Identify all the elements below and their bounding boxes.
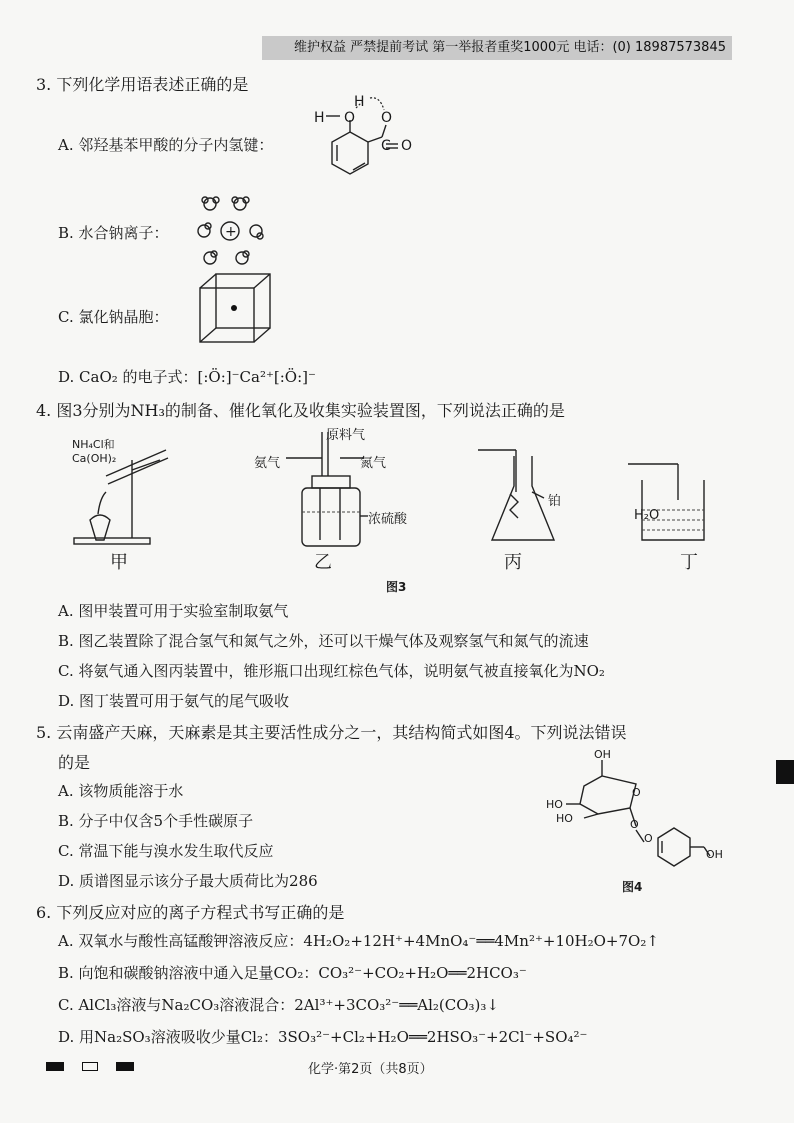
side-tab-marker: [776, 760, 794, 784]
salicylic-h-left: H: [314, 110, 325, 126]
gastrodin-oh-right: OH: [706, 848, 723, 861]
sodium-ion-charge: +: [225, 224, 237, 240]
apparatus-yi-diagram: [256, 428, 386, 552]
salicylic-o-double: O: [401, 138, 413, 154]
water-label: H₂O: [634, 508, 660, 523]
footer-page-number: 化学·第2页（共8页）: [308, 1062, 433, 1077]
q5-option-b: B. 分子中仅含5个手性碳原子: [58, 812, 254, 830]
salicylic-o-left: O: [344, 110, 356, 126]
platinum-label: 铂: [548, 494, 562, 509]
footer-mark-filled-2: [116, 1062, 134, 1071]
salicylic-c: C: [381, 138, 391, 154]
q3-option-a: A. 邻羟基苯甲酸的分子内氢键：: [58, 136, 274, 154]
nitrogen-label: 氮气: [360, 456, 387, 471]
gastrodin-bridge-o: O: [630, 818, 639, 831]
gastrodin-structure: [540, 746, 730, 876]
q4-option-c: C. 将氨气通入图丙装置中，锥形瓶口出现红棕色气体，说明氨气被直接氧化为NO₂: [58, 662, 605, 680]
raw-gas-label: 原料气: [326, 428, 366, 443]
gastrodin-ho-1: HO: [546, 798, 563, 811]
figure-3-caption: 图3: [386, 580, 407, 594]
apparatus-label-jia: 甲: [110, 552, 128, 573]
q5-option-d: D. 质谱图显示该分子最大质荷比为286: [58, 872, 318, 890]
salicylic-o-right: O: [381, 110, 393, 126]
hydrogen-label: 氨气: [254, 456, 281, 471]
apparatus-label-bing: 丙: [504, 552, 522, 573]
footer-mark-filled-1: [46, 1062, 64, 1071]
reagent-label-2: Ca(OH)₂: [72, 452, 117, 465]
question-3-stem: 3. 下列化学用语表述正确的是: [36, 75, 249, 94]
question-5-stem-line2: 的是: [58, 753, 91, 772]
header-banner: 维护权益 严禁提前考试 第一举报者重奖1000元 电话：(0) 18987573845: [262, 36, 732, 60]
apparatus-ding-diagram: [620, 430, 720, 546]
q3-option-d: D. CaO₂ 的电子式：[:Ö:]⁻Ca²⁺[:Ö:]⁻: [58, 368, 316, 386]
q3-option-b: B. 水合钠离子：: [58, 224, 169, 242]
nacl-unit-cell-diagram: [194, 270, 278, 348]
salicylic-h-top: H: [354, 94, 365, 110]
gastrodin-link-o: O: [644, 832, 653, 845]
gastrodin-ho-2: HO: [556, 812, 573, 825]
q3-option-c: C. 氯化钠晶胞：: [58, 308, 169, 326]
q6-option-c: C. AlCl₃溶液与Na₂CO₃溶液混合：2Al³⁺+3CO₃²⁻══Al₂(CO₃)₃↓: [58, 996, 499, 1014]
gastrodin-ring-o: O: [632, 786, 641, 799]
gastrodin-oh-top: OH: [594, 748, 611, 761]
reagent-label-1: NH₄Cl和: [72, 438, 115, 451]
q6-option-b: B. 向饱和碳酸钠溶液中通入足量CO₂：CO₃²⁻+CO₂+H₂O══2HCO₃⁻: [58, 964, 527, 982]
figure-4-caption: 图4: [622, 880, 643, 894]
sulfuric-acid-label: 浓硫酸: [368, 512, 408, 527]
q5-option-c: C. 常温下能与溴水发生取代反应: [58, 842, 274, 860]
q4-option-b: B. 图乙装置除了混合氢气和氮气之外，还可以干燥气体及观察氢气和氮气的流速: [58, 632, 589, 650]
q6-option-a: A. 双氧水与酸性高锰酸钾溶液反应：4H₂O₂+12H⁺+4MnO₄⁻══4Mn²⁺+10H₂O+7O₂↑: [58, 932, 659, 950]
apparatus-label-ding: 丁: [680, 552, 698, 573]
footer-mark-outline: [82, 1062, 98, 1071]
q4-option-a: A. 图甲装置可用于实验室制取氨气: [58, 602, 289, 620]
q5-option-a: A. 该物质能溶于水: [58, 782, 184, 800]
question-6-stem: 6. 下列反应对应的离子方程式书写正确的是: [36, 903, 345, 922]
question-4-stem: 4. 图3分别为NH₃的制备、催化氧化及收集实验装置图，下列说法正确的是: [36, 401, 565, 420]
q6-option-d: D. 用Na₂SO₃溶液吸收少量Cl₂：3SO₃²⁻+Cl₂+H₂O══2HSO₃⁻+2Cl⁻+SO₄²⁻: [58, 1028, 588, 1046]
question-5-stem-line1: 5. 云南盛产天麻，天麻素是其主要活性成分之一，其结构简式如图4。下列说法错误: [36, 723, 627, 742]
q4-option-d: D. 图丁装置可用于氨气的尾气吸收: [58, 692, 290, 710]
apparatus-label-yi: 乙: [314, 552, 332, 573]
